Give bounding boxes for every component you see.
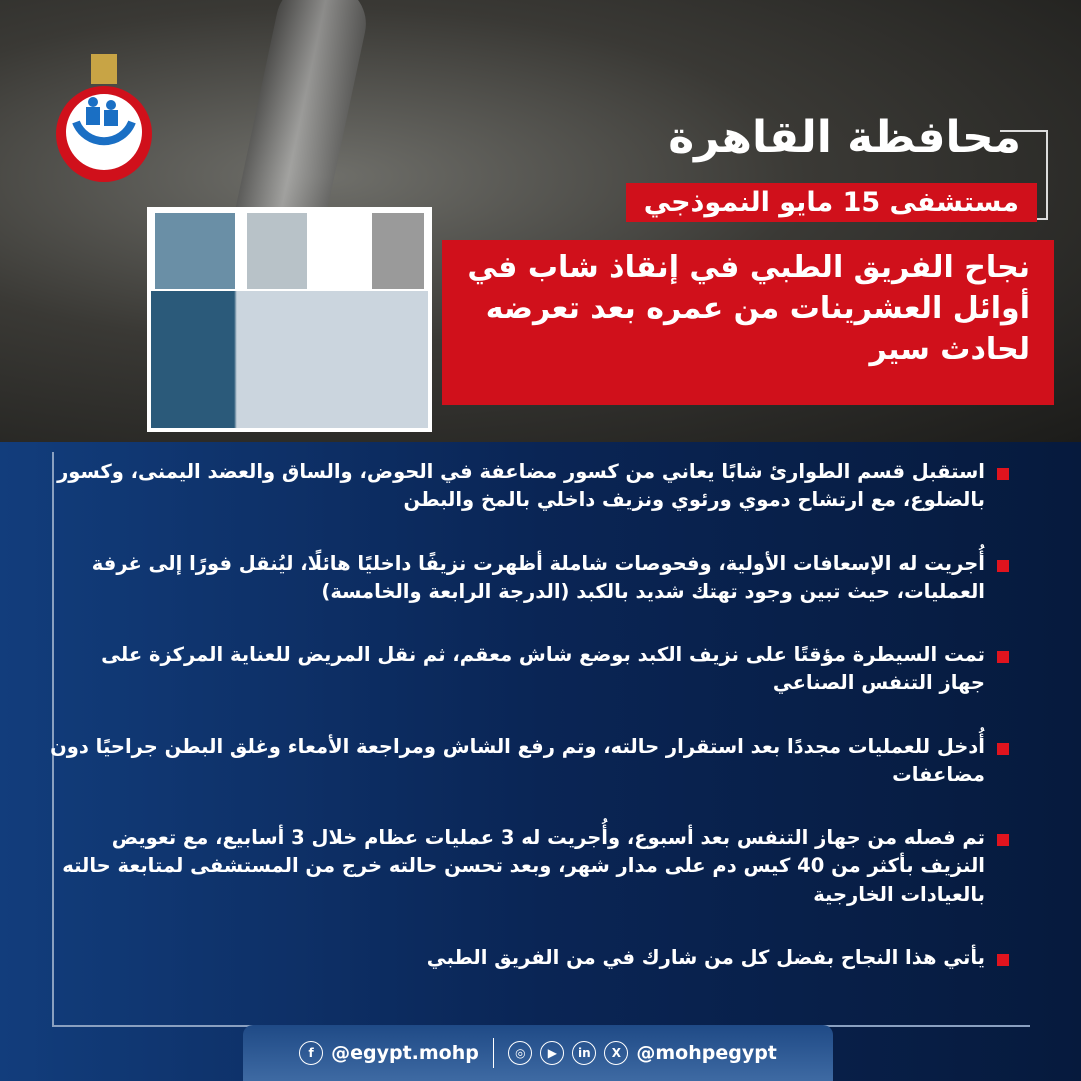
doctor-photo <box>247 213 307 289</box>
bullet-text: استقبل قسم الطوارئ شابًا يعاني من كسور مضاعفة في الحوض، والساق والعضد اليمنى، وكسور بالضلوع، مع ارتشاح دموي ورئوي ونزيف داخلي بالمخ والبطن <box>57 460 985 512</box>
governorate-title: محافظة القاهرة <box>668 112 1021 163</box>
bullet-item <box>49 733 1009 790</box>
bullet-text: تمت السيطرة مؤقتًا على نزيف الكبد بوضع شاش معقم، ثم نقل المريض للعناية المركزة على جهاز التنفس الصناعي <box>101 643 985 695</box>
bullet-item <box>49 824 1009 909</box>
bullet-text: أُدخل للعمليات مجددًا بعد استقرار حالته، وتم رفع الشاش ومراجعة الأمعاء وغلق البطن جراحيًا دون مضاعفات <box>50 734 985 786</box>
divider <box>493 1038 495 1068</box>
bullet-square-icon <box>997 468 1009 480</box>
bullet-item <box>49 458 1009 515</box>
hospital-building-photo <box>151 291 428 428</box>
instagram-icon[interactable]: ◎ <box>508 1041 532 1065</box>
bullet-text: أُجريت له الإسعافات الأولية، وفحوصات شاملة أظهرت نزيفًا داخليًا هائلًا، ليُنقل فورًا إلى غرفة العمليات، حيث تبين وجود تهتك شديد بالكبد (الدرجة الرابعة والخامسة) <box>91 551 985 603</box>
bullet-square-icon <box>997 954 1009 966</box>
bullet-item <box>49 944 1009 972</box>
facebook-handle[interactable]: @egypt.mohp <box>331 1042 479 1064</box>
bullet-square-icon <box>997 834 1009 846</box>
youtube-icon[interactable]: ▶ <box>540 1041 564 1065</box>
bullet-square-icon <box>997 743 1009 755</box>
bullet-square-icon <box>997 560 1009 572</box>
doctor-photo <box>372 213 424 289</box>
bullet-list <box>49 458 1009 1007</box>
social-handle[interactable]: @mohpegypt <box>636 1042 777 1064</box>
photo-collage <box>147 207 432 432</box>
ministry-logo <box>46 52 162 184</box>
bullet-item <box>49 641 1009 698</box>
bullet-item <box>49 550 1009 607</box>
linkedin-icon[interactable]: in <box>572 1041 596 1065</box>
hospital-label: مستشفى 15 مايو النموذجي <box>626 183 1037 222</box>
bullet-text: يأتي هذا النجاح بفضل كل من شارك في من الفريق الطبي <box>426 945 985 969</box>
social-footer <box>243 1025 833 1081</box>
doctor-photo <box>155 213 235 289</box>
facebook-icon[interactable]: f <box>299 1041 323 1065</box>
bullet-text: تم فصله من جهاز التنفس بعد أسبوع، وأُجريت له 3 عمليات عظام خلال 3 أسابيع، مع تعويض النزيف بأكثر من 40 كيس دم على مدار شهر، وبعد تحسن حالته خرج من المستشفى لمتابعة حالته بالعيادات الخارجية <box>62 826 985 906</box>
bullet-square-icon <box>997 651 1009 663</box>
headline: نجاح الفريق الطبي في إنقاذ شاب في أوائل العشرينات من عمره بعد تعرضه لحادث سير <box>442 240 1054 405</box>
x-icon[interactable]: X <box>604 1041 628 1065</box>
